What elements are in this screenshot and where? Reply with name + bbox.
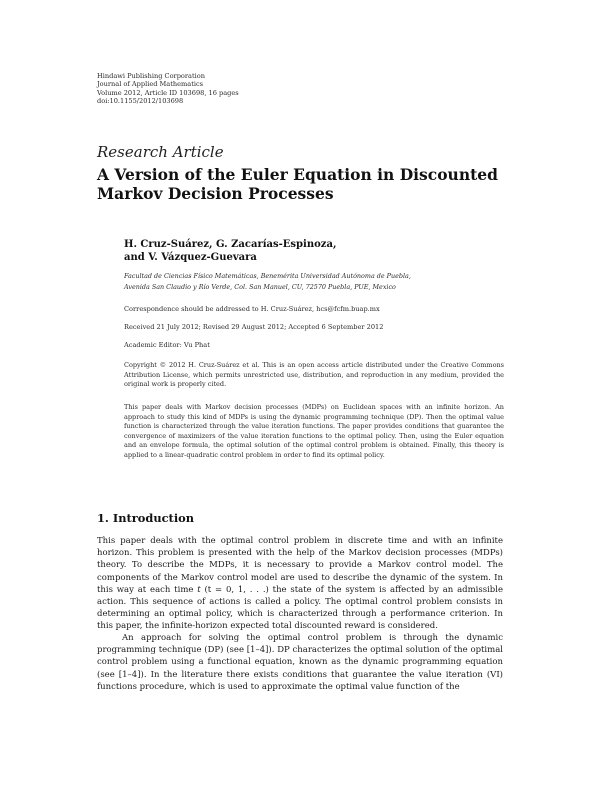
section-title: Introduction bbox=[112, 511, 195, 525]
intro-paragraph-1 bbox=[97, 535, 503, 633]
volume-line: Volume 2012, Article ID 103698, 16 pages bbox=[97, 88, 239, 97]
editor-line: Academic Editor: Vu Phat bbox=[124, 341, 210, 349]
copyright-notice: Copyright © 2012 H. Cruz-Suárez et al. This is an open access article distributed under the Creative Commons Attribution License, which permits unrestricted use, distribution, and reproduction in any medium, provided the original work is properly cited. bbox=[124, 361, 504, 389]
paragraph-text: the state of the system is affected by an admissible action. This sequence of actions is called a policy. The optimal control problem consists in determining an optimal policy, which is characterized through a performance criterion. In this paper, the infinite-horizon expected total discounted reward is considered. bbox=[97, 584, 503, 632]
section-number: 1. bbox=[97, 511, 109, 525]
doi-line: doi:10.1155/2012/103698 bbox=[97, 97, 184, 106]
journal-line: Journal of Applied Mathematics bbox=[97, 80, 204, 89]
title-line: Markov Decision Processes bbox=[97, 184, 334, 203]
affiliation bbox=[124, 271, 411, 292]
publisher-line: Hindawi Publishing Corporation bbox=[97, 72, 205, 80]
correspondence-line: Correspondence should be addressed to H. Cruz-Suárez, hcs@fcfm.buap.mx bbox=[124, 305, 380, 313]
intro-paragraph-2: An approach for solving the optimal control problem is through the dynamic programming technique (DP) (see [1–4]). DP characterizes the optimal solution of the optimal control problem using a functional equation, known as the dynamic programming equation (see [1–4]). In the literature there exists conditions that guarantee the value iteration (VI) functions procedure, which is used to approximate the optimal value function of the bbox=[97, 633, 503, 692]
affiliation-line: Avenida San Claudio y Río Verde, Col. San Manuel, CU, 72570 Puebla, PUE, Mexico bbox=[124, 282, 396, 291]
math-variable: t bbox=[197, 584, 201, 595]
dates-line: Received 21 July 2012; Revised 29 August 2012; Accepted 6 September 2012 bbox=[124, 323, 384, 331]
section-heading bbox=[97, 511, 194, 525]
abstract: This paper deals with Markov decision processes (MDPs) on Euclidean spaces with an infinite horizon. An approach to study this kind of MDPs is using the dynamic programming technique (DP). Then the optimal value function is characterized through the value iteration functions. The paper provides conditions that guarantee the convergence of maximizers of the value iteration functions to the optimal policy. Then, using the Euler equation and an envelope formula, the optimal solution of the optimal control problem is obtained. Finally, this theory is applied to a linear-quadratic control problem in order to find its optimal policy. bbox=[124, 403, 504, 459]
affiliation-line: Facultad de Ciencias Físico Matemáticas, Benemérita Universidad Autónoma de Puebla, bbox=[124, 272, 411, 280]
author-list bbox=[124, 238, 336, 264]
math-range: (t = 0, 1, . . .) bbox=[200, 584, 273, 595]
paragraph-text: This paper deals with the optimal control problem in discrete time and with an infinite horizon. This problem is presented with the help of the Markov decision processes (MDPs) theory. To describe the MDPs, it is necessary to provide a Markov control model. The components of the Markov control model are used to describe the dynamic of the system. In this way at each time bbox=[97, 536, 503, 595]
title-line: A Version of the Euler Equation in Discounted bbox=[97, 165, 498, 184]
authors-line: and V. Vázquez-Guevara bbox=[124, 252, 257, 263]
paper-title bbox=[97, 165, 517, 203]
journal-header bbox=[97, 72, 239, 106]
authors-line: H. Cruz-Suárez, G. Zacarías-Espinoza, bbox=[124, 239, 337, 250]
article-type: Research Article bbox=[97, 143, 224, 161]
